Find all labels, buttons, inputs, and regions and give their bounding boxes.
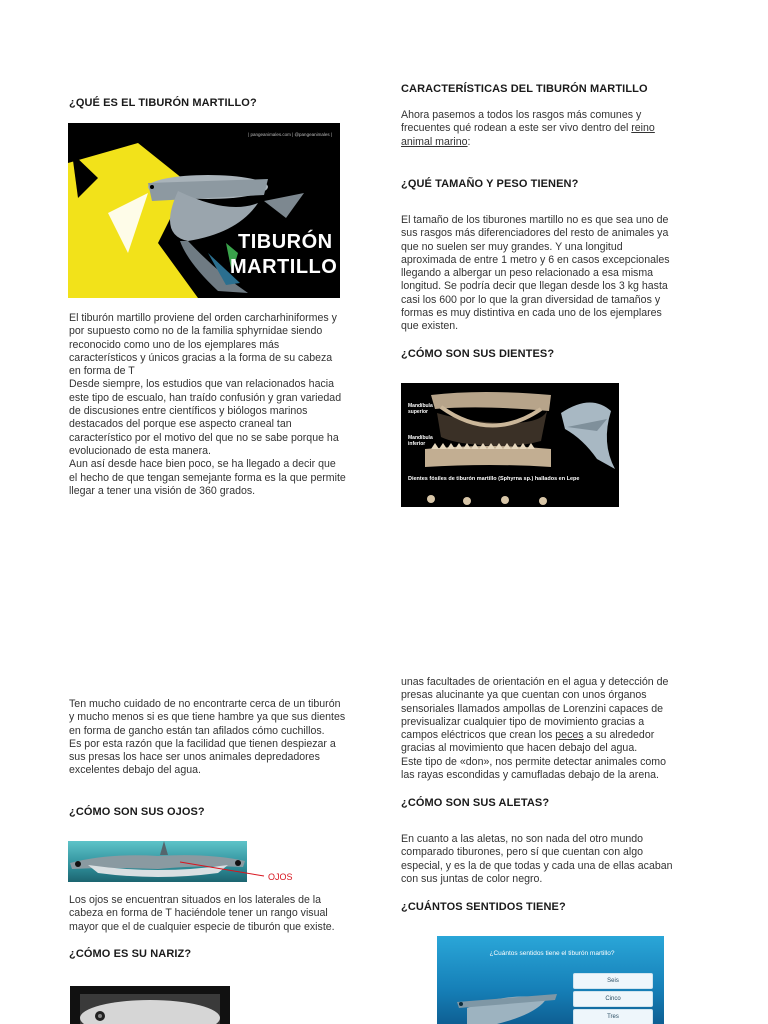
- text-line: las rayas escondidas y camufladas debajo de la arena.: [401, 769, 659, 782]
- text-line: llegando a albergar un peso relacionado a esa misma: [401, 267, 654, 280]
- text-line: llegar a tener una visión de 360 grados.: [69, 484, 256, 497]
- teeth-label-inferior: Mandíbula inferior: [408, 435, 433, 447]
- nose-illustration: [70, 986, 230, 1024]
- text-line: El tiburón martillo proviene del orden carcharhiniformes y: [69, 312, 337, 324]
- link-reino[interactable]: reino: [631, 122, 655, 135]
- text-line: cabeza en forma de T haciéndole tener un rango visual: [69, 907, 328, 920]
- heading-ojos: ¿CÓMO SON SUS OJOS?: [69, 806, 205, 818]
- text-line: evolucionado de esta manera.: [69, 444, 211, 457]
- text-line: Ahora pasemos a todos los rasgos más comunes y: [401, 109, 642, 121]
- text-line: gracias al movimiento que hacen debajo del agua.: [401, 742, 638, 755]
- hero-credit: | pangeanimales.com | @pangeanimales |: [248, 132, 332, 137]
- quiz-option-tres[interactable]: Tres: [573, 1009, 653, 1024]
- text-line: sus presas los hace ser unos animales depredadores: [69, 751, 320, 764]
- campos-text-b: a su alrededor: [583, 729, 655, 742]
- text-line: y mucho menos si es que tiene hambre ya que sus dientes: [69, 711, 346, 724]
- teeth-label-superior: Mandíbula superior: [408, 403, 433, 415]
- text-line: Ten mucho cuidado de no encontrarte cerca de un tiburón: [69, 698, 341, 710]
- hero-title-2: MARTILLO: [230, 256, 338, 278]
- link-animal-marino[interactable]: animal marino: [401, 135, 468, 148]
- text-line: [401, 729, 699, 742]
- paragraph-origen: [69, 312, 367, 498]
- paragraph-dientes-cuidado: [69, 698, 367, 778]
- text-line: mayor que el de cualquier especie de tiburón que existe.: [69, 920, 335, 933]
- intro-text: frecuentes qué rodean a este ser vivo dentro del: [401, 122, 632, 135]
- text-line: casi los 600 por lo que la gran diversidad de tamaños y: [401, 293, 661, 306]
- ojos-label: OJOS: [268, 872, 293, 882]
- text-line: En cuanto a las aletas, no son nada del otro mundo: [401, 833, 644, 845]
- heading-nariz: ¿CÓMO ES SU NARIZ?: [69, 948, 192, 960]
- text-line: en forma de gancho están tan afilados cómo cuchillos.: [69, 724, 325, 737]
- text-line: [401, 122, 699, 135]
- text-line: formas es muy distintiva en cada uno de los ejemplares: [401, 307, 662, 320]
- quiz-question: ¿Cuántos sentidos tiene el tiburón martillo?: [489, 950, 615, 957]
- paragraph-tamano: [401, 214, 699, 334]
- heading-cuantos-sentidos: ¿CUÁNTOS SENTIDOS TIENE?: [401, 901, 566, 913]
- text-line: Desde siempre, los estudios que van relacionados hacia: [69, 378, 334, 391]
- text-line: característico por el motivo del que no se sabe porque ha: [69, 431, 339, 444]
- text-line: Aun así desde hace bien poco, se ha llegado a decir que: [69, 458, 336, 471]
- paragraph-intro: [401, 109, 699, 149]
- hero-title-1: TIBURÓN: [238, 231, 333, 253]
- text-line: longitud. Se podría decir que llegan desde los 3 kg hasta: [401, 280, 668, 293]
- nose-image: [70, 986, 230, 1024]
- text-line: por supuesto como no de la familia sphyrnidae siendo: [69, 325, 323, 338]
- quiz-option-seis[interactable]: Seis: [573, 973, 653, 989]
- campos-text-a: campos eléctricos que crean los: [401, 729, 556, 742]
- teeth-caption: Dientes fósiles de tiburón martillo (Sphyrna sp.) hallados en Lepe: [408, 476, 580, 482]
- text-line: de discusiones entre científicos y biólogos marinos: [69, 405, 308, 418]
- text-line: sus rasgos más diferenciadores del resto de animales ya: [401, 227, 669, 240]
- hero-image: [68, 123, 340, 298]
- link-peces[interactable]: peces: [555, 729, 584, 742]
- teeth-image: [401, 383, 619, 507]
- paragraph-sentidos: [401, 676, 699, 782]
- text-line: este tipo de escualo, han traído confusión y gran variedad: [69, 391, 342, 404]
- text-line: con sus juntas de color negro.: [401, 872, 543, 885]
- heading-que-es: ¿QUÉ ES EL TIBURÓN MARTILLO?: [69, 97, 257, 109]
- intro-end: :: [467, 135, 471, 148]
- text-line: Es por esta razón que la facilidad que tienen despiezar a: [69, 737, 336, 750]
- text-line: el hecho de que tengan semejante forma es la que permite: [69, 471, 346, 484]
- text-line: [401, 136, 699, 149]
- heading-caracteristicas: CARACTERÍSTICAS DEL TIBURÓN MARTILLO: [401, 83, 648, 95]
- quiz-option-cinco[interactable]: Cinco: [573, 991, 653, 1007]
- text-line: característicos y únicos gracias a la forma de su cabeza: [69, 351, 333, 364]
- text-line: sensoriales llamados ampollas de Lorenzini capaces de: [401, 702, 664, 715]
- heading-tamano: ¿QUÉ TAMAÑO Y PESO TIENEN?: [401, 178, 579, 190]
- text-line: que no suelen ser muy grandes. Y una longitud: [401, 240, 623, 253]
- quiz-image: [437, 936, 664, 1024]
- text-line: El tamaño de los tiburones martillo no es que sea uno de: [401, 214, 669, 226]
- text-line: en forma de T: [69, 365, 135, 378]
- ojos-pointer: [178, 852, 268, 882]
- text-line: reconocido como uno de los ejemplares más: [69, 338, 280, 351]
- text-line: excelentes debajo del agua.: [69, 764, 201, 777]
- text-line: que existen.: [401, 320, 459, 333]
- heading-dientes: ¿CÓMO SON SUS DIENTES?: [401, 348, 555, 360]
- text-line: unas facultades de orientación en el agua y detección de: [401, 676, 669, 688]
- text-line: aproximada de entre 1 metro y 6 en casos excepcionales: [401, 253, 670, 266]
- text-line: comparado tiburones, pero sí que cuentan con algo: [401, 846, 644, 859]
- paragraph-ojos: [69, 894, 367, 934]
- heading-aletas: ¿CÓMO SON SUS ALETAS?: [401, 797, 550, 809]
- text-line: presas alucinante ya que cuentan con unos órganos: [401, 689, 647, 702]
- text-line: destacados del porque ese aspecto craneal tan: [69, 418, 292, 431]
- text-line: Los ojos se encuentran situados en los laterales de la: [69, 894, 322, 906]
- text-line: Este tipo de «don», nos permite detectar animales como: [401, 755, 666, 768]
- paragraph-aletas: [401, 833, 699, 886]
- text-line: especial, y es la de que todas y cada una de ellas acaban: [401, 859, 673, 872]
- text-line: previsualizar cualquier tipo de movimiento gracias a: [401, 715, 645, 728]
